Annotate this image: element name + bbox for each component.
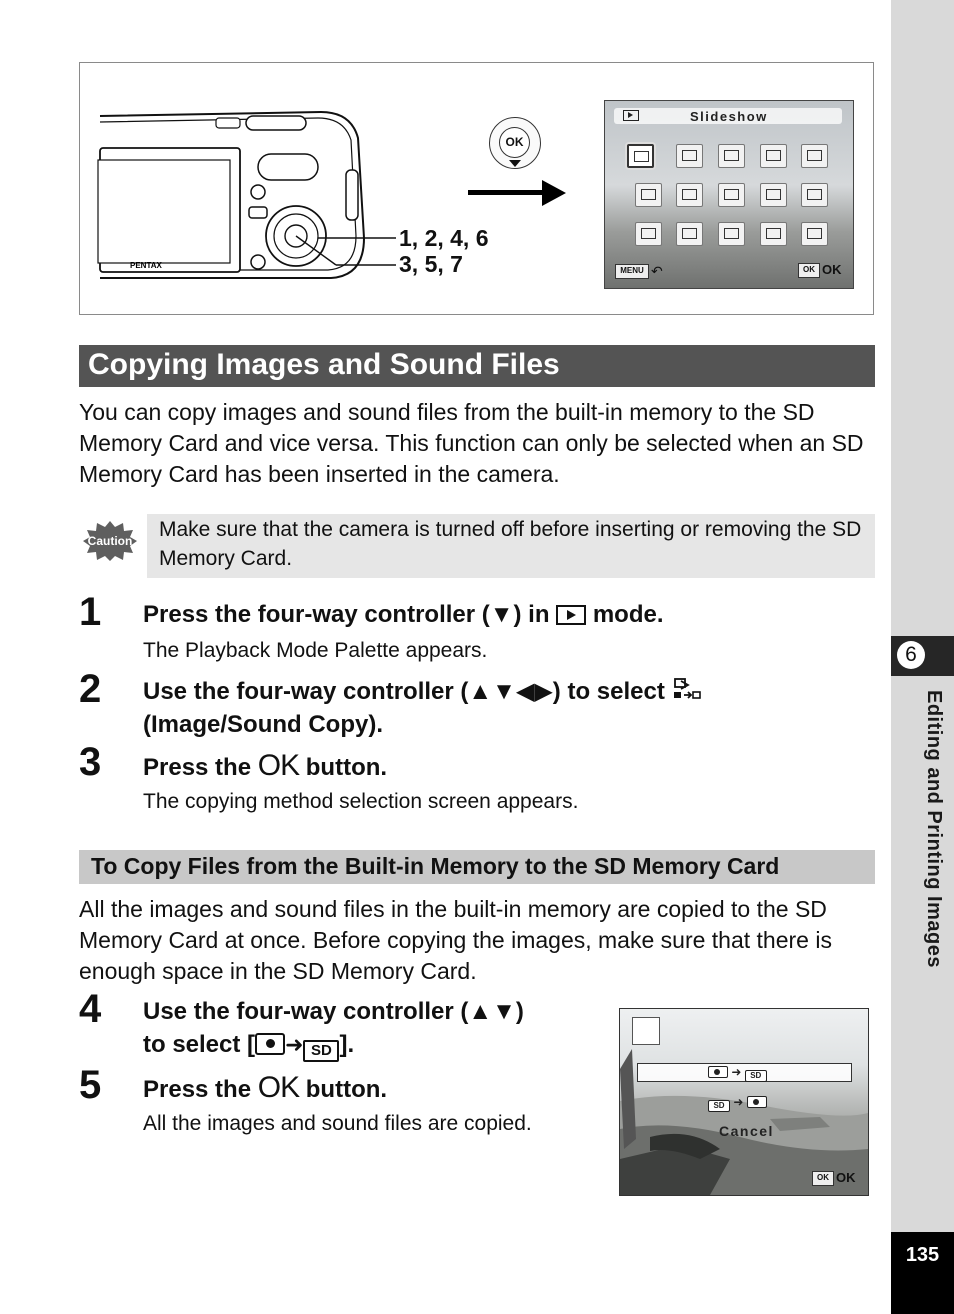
start-up-screen-icon xyxy=(801,222,828,246)
step-ref-2: 3, 5, 7 xyxy=(399,251,463,277)
arrow-right-icon: ➜ xyxy=(733,1095,744,1109)
chapter-number: 6 xyxy=(897,641,925,669)
ok-button-label: OK xyxy=(499,127,530,158)
step-5-result: All the images and sound files are copied. xyxy=(143,1112,532,1135)
palette-ok-text: OK xyxy=(822,262,842,277)
step-1-text: Press the four-way controller (▼) in mode. xyxy=(143,601,664,628)
recycle-bin-icon xyxy=(760,222,787,246)
option-sd-to-memory[interactable] xyxy=(708,1095,767,1112)
red-eye-icon xyxy=(801,183,828,207)
step-2-text: Use the four-way controller (▲▼◀▶) to select (Image/Sound Copy). xyxy=(143,675,863,741)
resize-icon xyxy=(676,144,703,168)
voice-memo-icon xyxy=(635,222,662,246)
dpof-icon xyxy=(718,222,745,246)
built-in-memory-icon xyxy=(255,1033,285,1055)
image-sound-copy-icon xyxy=(672,677,702,703)
chapter-title: Editing and Printing Images xyxy=(923,690,945,968)
ok-key: OK xyxy=(812,1171,834,1186)
step-3-result: The copying method selection screen appears. xyxy=(143,790,579,813)
option-memory-to-sd[interactable] xyxy=(708,1065,767,1082)
rotate-icon xyxy=(801,144,828,168)
section-title: Copying Images and Sound Files xyxy=(88,348,560,381)
arrow-right-icon: ➜ xyxy=(285,1032,304,1057)
step-ref-1: 1, 2, 4, 6 xyxy=(399,225,489,251)
step-number: 4 xyxy=(79,987,102,1031)
built-in-memory-icon xyxy=(708,1066,728,1078)
arrow-right-head-icon xyxy=(542,180,566,206)
subsection-title: To Copy Files from the Built-in Memory to the SD Memory Card xyxy=(91,853,780,879)
image-sound-copy-icon xyxy=(632,1017,660,1045)
palette-menu-key: MENU xyxy=(615,264,649,279)
step-1-result: The Playback Mode Palette appears. xyxy=(143,639,488,662)
ok-label: OK xyxy=(257,1071,300,1104)
image-sound-copy-icon xyxy=(760,144,787,168)
cropping-icon xyxy=(718,144,745,168)
playback-palette-screen xyxy=(604,100,854,289)
step-number: 1 xyxy=(79,590,102,634)
arrow-right-icon xyxy=(468,190,544,195)
cancel-option[interactable]: Cancel xyxy=(719,1123,774,1139)
caution-icon xyxy=(82,520,138,562)
color-filter-icon xyxy=(676,183,703,207)
step-5-text: Press the OK button. xyxy=(143,1071,388,1104)
arrow-right-icon: ➜ xyxy=(731,1065,742,1079)
frame-composite-icon xyxy=(718,183,745,207)
playback-mode-icon xyxy=(623,110,639,121)
palette-title: Slideshow xyxy=(690,109,768,124)
slideshow-icon xyxy=(627,144,654,168)
ok-label: OK xyxy=(257,749,300,782)
copy-method-screen xyxy=(619,1008,869,1196)
back-arrow-icon: ↶ xyxy=(651,263,663,279)
step-4-text: Use the four-way controller (▲▼) to select [ ➜ SD ]. xyxy=(143,995,524,1062)
digital-filter-icon xyxy=(635,183,662,207)
page-number: 135 xyxy=(905,1244,940,1266)
ok-down-triangle-icon xyxy=(509,160,521,167)
step-number: 2 xyxy=(79,667,102,711)
camera-brand-logo: PENTAX xyxy=(130,261,162,270)
ok-text: OK xyxy=(836,1170,856,1185)
sd-card-icon: SD xyxy=(745,1070,767,1082)
palette-ok-key: OK xyxy=(798,263,820,278)
caution-label: Caution xyxy=(87,534,133,548)
step-number: 3 xyxy=(79,740,102,784)
step-3-text: Press the OK button. xyxy=(143,749,388,782)
favorite-icon xyxy=(760,183,787,207)
sd-card-icon: SD xyxy=(708,1100,730,1112)
intro-paragraph: You can copy images and sound files from the built-in memory to the SD Memory Card and vice versa. This function can only be selected when an SD Memory Card has been inserted in the camera. xyxy=(79,399,864,487)
step-number: 5 xyxy=(79,1063,102,1107)
caution-text: Make sure that the camera is turned off before inserting or removing the SD Memory Card. xyxy=(159,518,862,570)
sd-card-icon: SD xyxy=(303,1040,339,1062)
playback-icon xyxy=(556,605,586,625)
subsection-paragraph: All the images and sound files in the built-in memory are copied to the SD Memory Card at once. Before copying the images, make sure that there is enough space in the SD Memory Card. xyxy=(79,896,832,984)
built-in-memory-icon xyxy=(747,1096,767,1108)
camera-back-illustration xyxy=(96,108,396,288)
protect-icon xyxy=(676,222,703,246)
